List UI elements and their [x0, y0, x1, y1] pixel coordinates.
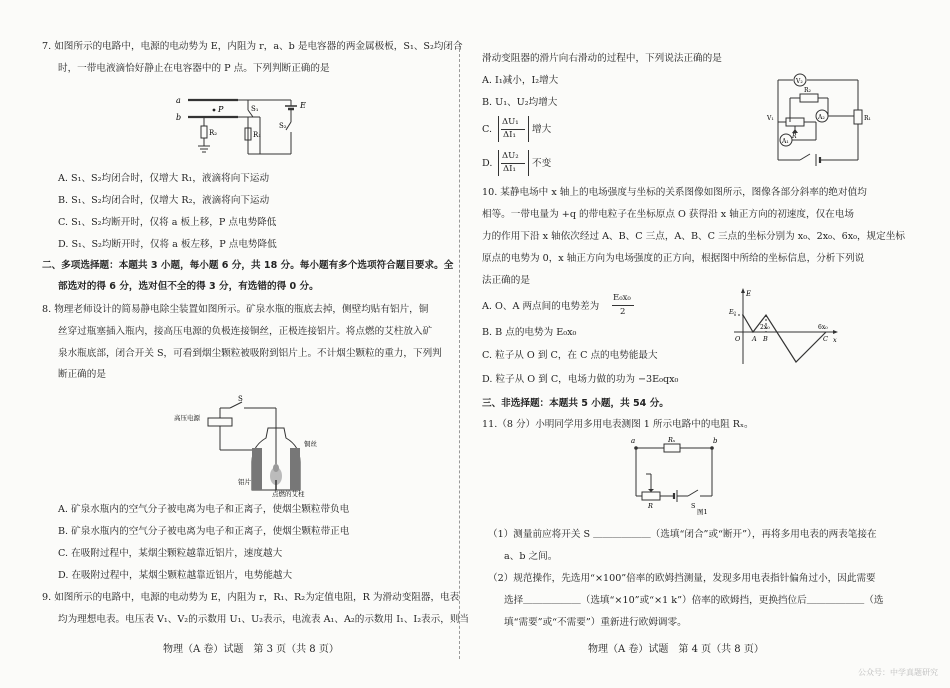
section2-heading-2: 部选对的得 6 分，选对但不全的得 3 分，有选错的得 0 分。 [58, 281, 319, 292]
q10-option-b: B. B 点的电势为 E₀x₀ [482, 327, 577, 338]
q7-option-b: B. S₁、S₂均闭合时，仅增大 R₂，液滴将向下运动 [58, 195, 270, 206]
e0-tick-label: E₀ [729, 309, 736, 316]
resistor-r1-label: R₁ [253, 131, 262, 139]
point-a-label: A [752, 335, 757, 343]
q8-dust-collector-figure [168, 388, 348, 498]
axis-e-label: E [746, 290, 752, 298]
q11-part1-line1: （1）测量前应将开关 S ＿＿＿＿＿＿（选填“闭合”或“断开”），再将多用电表的两表笔接在 [488, 529, 877, 540]
q7-option-c: C. S₁、S₂均断开时，仅将 a 板上移，P 点电势降低 [58, 217, 277, 228]
q9-continued: 滑动变阻器的滑片向右滑动的过程中，下列说法正确的是 [482, 53, 722, 64]
q10-stem-2: 相等。一带电量为 +q 的带电粒子在坐标原点 O 获得沿 x 轴正方向的初速度，仅在电场 [482, 209, 854, 220]
section2-heading-1: 二、多项选择题：本题共 3 小题，每小题 6 分，共 18 分。每小题有多个选项符合题目要求。全 [42, 260, 454, 271]
watermark-text: 公众号：中学真题研究 [858, 668, 938, 677]
q10-stem-4: 原点的电势为 0，x 轴正方向为电场强度的正方向，根据图中所给的坐标信息，分析下列说 [482, 253, 865, 264]
hv-source-label: 高压电源 [174, 414, 200, 422]
ammeter-a2-label: A₂ [818, 114, 825, 121]
q8-stem-3: 泉水瓶底部，闭合开关 S，可看到烟尘颗粒被吸附到铝片上。不计烟尘颗粒的重力，下列判 [58, 348, 442, 359]
copper-wire-label: 铜丝 [304, 440, 317, 448]
q9-option-c-letter: C. [482, 124, 493, 135]
q9-option-d-text: 不变 [532, 158, 552, 169]
voltmeter-v2-label: V₂ [796, 78, 803, 85]
switch-s-label-q11: S [691, 502, 696, 510]
resistor-r2-label-q9: R₂ [804, 87, 811, 94]
aluminum-sheet-label: 铝片 [238, 478, 251, 486]
q11-circuit-figure [628, 434, 728, 516]
q8-option-b: B. 矿泉水瓶内的空气分子被电离为电子和正离子，使烟尘颗粒带正电 [58, 526, 350, 537]
q10-field-graph [730, 286, 840, 366]
page-divider [459, 44, 460, 659]
q10-option-c: C. 粒子从 O 到 C，在 C 点的电势能最大 [482, 350, 658, 361]
voltmeter-v1-label: V₁ [767, 115, 774, 122]
origin-o-label: O [735, 335, 741, 343]
section3-heading: 三、非选择题：本题共 5 小题，共 54 分。 [482, 398, 669, 409]
point-b-label: B [763, 335, 768, 343]
q11-part1-line2: a、b 之间。 [504, 551, 558, 562]
q9-stem-1: 9. 如图所示的电路中，电源的电动势为 E，内阻为 r，R₁、R₂为定值电阻，R 为滑动变阻器，电表 [42, 592, 460, 603]
q10-option-a-text: A. O、A 两点间的电势差为 [482, 301, 600, 312]
plate-b-label: b [176, 113, 182, 122]
left-page-footer: 物理（A 卷）试题 第 3 页（共 8 页） [163, 644, 339, 655]
q10-option-a-numerator: E₀x₀ [613, 293, 631, 303]
q9-option-b: B. U₁、U₂均增大 [482, 97, 558, 108]
q8-option-a: A. 矿泉水瓶内的空气分子被电离为电子和正离子，使烟尘颗粒带负电 [58, 504, 350, 515]
q9-option-c-text: 增大 [532, 124, 552, 135]
tick-2x0-label: 2x₀ [760, 324, 770, 331]
q9-option-c-denominator: ΔI₁ [503, 130, 516, 140]
q8-stem-2: 丝穿过瓶塞插入瓶内，接高压电源的负极连接铜丝，正极连接铝片。将点燃的艾柱放入矿 [58, 326, 433, 337]
q11-part2-line1: （2）规范操作，先选用“×100”倍率的欧姆挡测量，发现多用电表指针偏角过小，因此需要 [488, 573, 876, 584]
q9-option-c-numerator: ΔU₁ [502, 117, 519, 127]
q11-part2-line3: 填“需要”或“不需要”）重新进行欧姆调零。 [504, 617, 687, 628]
switch-s2-label: S₂ [279, 122, 287, 130]
q8-option-d: D. 在吸附过程中，某烟尘颗粒越靠近铝片，电势能越大 [58, 570, 293, 581]
terminal-a-label: a [631, 437, 636, 445]
q9-circuit-figure [767, 70, 882, 168]
q9-stem-2: 均为理想电表。电压表 V₁、V₂的示数用 U₁、U₂表示，电流表 A₁、A₂的示数用 I₁、I₂表示，则当 [58, 614, 470, 625]
point-c-label: C [823, 335, 828, 343]
q7-option-d: D. S₁、S₂均断开时，仅将 a 板左移，P 点电势降低 [58, 239, 277, 250]
q10-stem-5: 法正确的是 [482, 275, 530, 286]
point-p-label: P [218, 105, 224, 114]
q8-stem-4: 断正确的是 [58, 369, 106, 380]
q9-option-d-denominator: ΔI₁ [503, 164, 516, 174]
resistor-rx-label: Rₓ [668, 436, 676, 444]
switch-s1-label: S₁ [251, 105, 259, 113]
moxa-label: 点燃的艾柱 [272, 490, 305, 498]
q10-option-d: D. 粒子从 O 到 C，电场力做的功为 −3E₀qx₀ [482, 374, 679, 385]
q10-option-a-denominator: 2 [620, 307, 626, 317]
q7-circuit-figure [168, 84, 318, 160]
q8-stem-1: 8. 物理老师设计的简易静电除尘装置如图所示。矿泉水瓶的瓶底去掉，侧壁均贴有铝片，铜 [42, 304, 429, 315]
q7-option-a: A. S₁、S₂均闭合时，仅增大 R₁，液滴将向下运动 [58, 173, 270, 184]
switch-s-label: S [238, 395, 243, 403]
q9-option-d-letter: D. [482, 158, 493, 169]
q10-stem-3: 力的作用下沿 x 轴依次经过 A、B、C 三点，A、B、C 三点的坐标分别为 x₀、2x₀、6x₀，规定坐标 [482, 231, 905, 242]
q8-option-c: C. 在吸附过程中，某烟尘颗粒越靠近铝片，速度越大 [58, 548, 283, 559]
right-page-footer: 物理（A 卷）试题 第 4 页（共 8 页） [588, 644, 764, 655]
q7-stem-2: 时，一带电液滴恰好静止在电容器中的 P 点。下列判断正确的是 [58, 63, 330, 74]
axis-x-label: x [833, 336, 837, 344]
rheostat-r-label-q11: R [648, 502, 653, 510]
battery-e-label: E [300, 101, 306, 110]
tick-6x0-label: 6x₀ [818, 324, 828, 331]
plate-a-label: a [176, 96, 181, 105]
q7-stem-1: 7. 如图所示的电路中，电源的电动势为 E，内阻为 r，a、b 是电容器的两金属极板，S₁、S₂均闭合 [42, 41, 463, 52]
rheostat-r-label: R [792, 133, 797, 140]
resistor-r2-label: R₂ [209, 129, 218, 137]
q11-part2-line2: 选择＿＿＿＿＿＿（选填“×10”或“×1 k”）倍率的欧姆挡，更换挡位后＿＿＿＿＿＿（选 [504, 595, 884, 606]
q9-option-d-numerator: ΔU₂ [502, 151, 519, 161]
q10-stem-1: 10. 某静电场中 x 轴上的电场强度与坐标的关系图像如图所示，图像各部分斜率的绝对值均 [482, 187, 867, 198]
figure-1-caption: 图1 [697, 508, 708, 516]
q11-stem: 11.（8 分）小明同学用多用电表测图 1 所示电路中的电阻 Rₓ。 [482, 419, 754, 430]
resistor-r1-label-q9: R₁ [864, 115, 871, 122]
q9-option-a: A. I₁减小，I₂增大 [482, 75, 559, 86]
ammeter-a1-label: A₁ [782, 138, 789, 145]
terminal-b-label: b [713, 437, 718, 445]
